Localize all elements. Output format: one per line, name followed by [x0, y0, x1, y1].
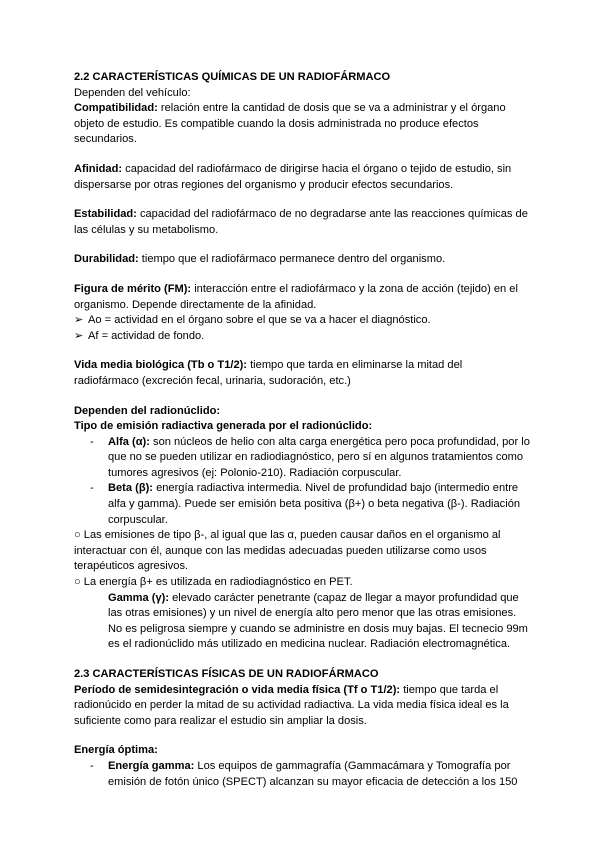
ao-bullet: [74, 313, 530, 329]
figura-merito-label: Figura de mérito (FM):: [74, 282, 192, 295]
energia-optima-heading: Energía óptima:: [74, 744, 158, 757]
periodo-label: Período de semidesintegración o vida media física (Tf o T1/2):: [74, 683, 401, 696]
beta-list-item: [74, 481, 530, 528]
tipo-emision-heading: Tipo de emisión radiactiva generada por el radionúclido:: [74, 420, 373, 433]
compatibilidad-paragraph: [74, 101, 530, 148]
durabilidad-label: Durabilidad:: [74, 253, 139, 266]
estabilidad-label: Estabilidad:: [74, 208, 137, 221]
compatibilidad-text: relación entre la cantidad de dosis que se va a administrar y el órgano objeto de estudio. Es compatible cuando la dosis administrada no produce efectos secundarios.: [74, 102, 506, 146]
dash-bullet: -: [90, 759, 94, 772]
section-2-2-intro: Dependen del vehículo:: [74, 86, 191, 99]
vida-media-biologica-paragraph: [74, 358, 530, 389]
dash-bullet: -: [90, 435, 94, 448]
radionuclido-heading: Dependen del radionúclido:: [74, 404, 221, 417]
vida-media-biologica-text: tiempo que tarda en eliminarse la mitad del radiofármaco (excreción fecal, urinaria, sudoración, etc.): [74, 359, 463, 387]
gamma-text: elevado carácter penetrante (capaz de llegar a mayor profundidad que las otras emisiones) y un nivel de energía alto pero menor que las otras emisiones. No es peligrosa siempre y cuando se administre en dosis muy bajas. El tecnecio 99m es el radionúclido más utilizado en medicina nuclear. Radiación electromagnética.: [108, 591, 528, 651]
compatibilidad-label: Compatibilidad:: [74, 102, 158, 115]
beta-minus-note: ○ Las emisiones de tipo β-, al igual que las α, pueden causar daños en el organismo al interactuar con él, aunque con las medidas adecuadas pueden utilizarse como usos terapéuticos agresivos.: [74, 529, 501, 573]
beta-plus-note: ○ La energía β+ es utilizada en radiodiagnóstico en PET.: [74, 576, 353, 589]
alfa-text: son núcleos de helio con alta carga energética pero poca profundidad, por lo que no se pueden utilizar en radiodiagnóstico, pero sí en algunos tratamientos como tumores agresivos (ej: Polonio-210). Radiación corpuscular.: [108, 435, 530, 479]
energia-gamma-list-item: [74, 759, 530, 790]
arrow-bullet-icon: ➢: [74, 314, 84, 327]
beta-label: Beta (β):: [108, 482, 153, 495]
arrow-bullet-icon: ➢: [74, 329, 84, 342]
estabilidad-text: capacidad del radiofármaco de no degradarse ante las reacciones químicas de las células y su metabolismo.: [74, 208, 528, 236]
figura-merito-paragraph: [74, 282, 530, 313]
ao-text: Ao = actividad en el órgano sobre el que se va a hacer el diagnóstico.: [88, 314, 431, 327]
vida-media-biologica-label: Vida media biológica (Tb o T1/2):: [74, 359, 248, 372]
durabilidad-paragraph: [74, 252, 530, 268]
energia-gamma-label: Energía gamma:: [108, 759, 195, 772]
gamma-list-item: [74, 591, 530, 653]
dash-bullet: -: [90, 482, 94, 495]
section-2-2-title: 2.2 CARACTERÍSTICAS QUÍMICAS DE UN RADIOFÁRMACO: [74, 71, 391, 83]
energia-gamma-text: Los equipos de gammagrafía (Gammacámara y Tomografía por emisión de fotón único (SPECT) alcanzan su mayor eficacia de detección a los 150: [108, 759, 518, 788]
alfa-list-item: [74, 435, 530, 482]
af-bullet: [74, 329, 530, 345]
alfa-label: Alfa (α):: [108, 435, 150, 448]
afinidad-label: Afinidad:: [74, 162, 123, 175]
section-2-3-title: 2.3 CARACTERÍSTICAS FÍSICAS DE UN RADIOFÁRMACO: [74, 668, 379, 680]
gamma-label: Gamma (γ):: [108, 591, 170, 604]
beta-text: energía radiactiva intermedia. Nivel de profundidad bajo (intermedio entre alfa y gamma). Puede ser emisión beta positiva (β+) o beta negativa (β-). Radiación corpuscular.: [108, 482, 521, 526]
estabilidad-paragraph: [74, 207, 530, 238]
durabilidad-text: tiempo que el radiofármaco permanece dentro del organismo.: [138, 253, 446, 266]
figura-merito-text: interacción entre el radiofármaco y la zona de acción (tejido) en el organismo. Depende directamente de la afinidad.: [74, 282, 518, 311]
afinidad-paragraph: [74, 162, 530, 193]
afinidad-text: capacidad del radiofármaco de dirigirse hacia el órgano o tejido de estudio, sin dispersarse por otras regiones del organismo y producir efectos secundarios.: [74, 162, 512, 191]
af-text: Af = actividad de fondo.: [88, 329, 205, 342]
periodo-paragraph: [74, 683, 530, 730]
periodo-text: tiempo que tarda el radionúcido en perder la mitad de su actividad radiactiva. La vida media física ideal es la suficiente como para realizar el estudio sin ampliar la dosis.: [74, 683, 509, 727]
